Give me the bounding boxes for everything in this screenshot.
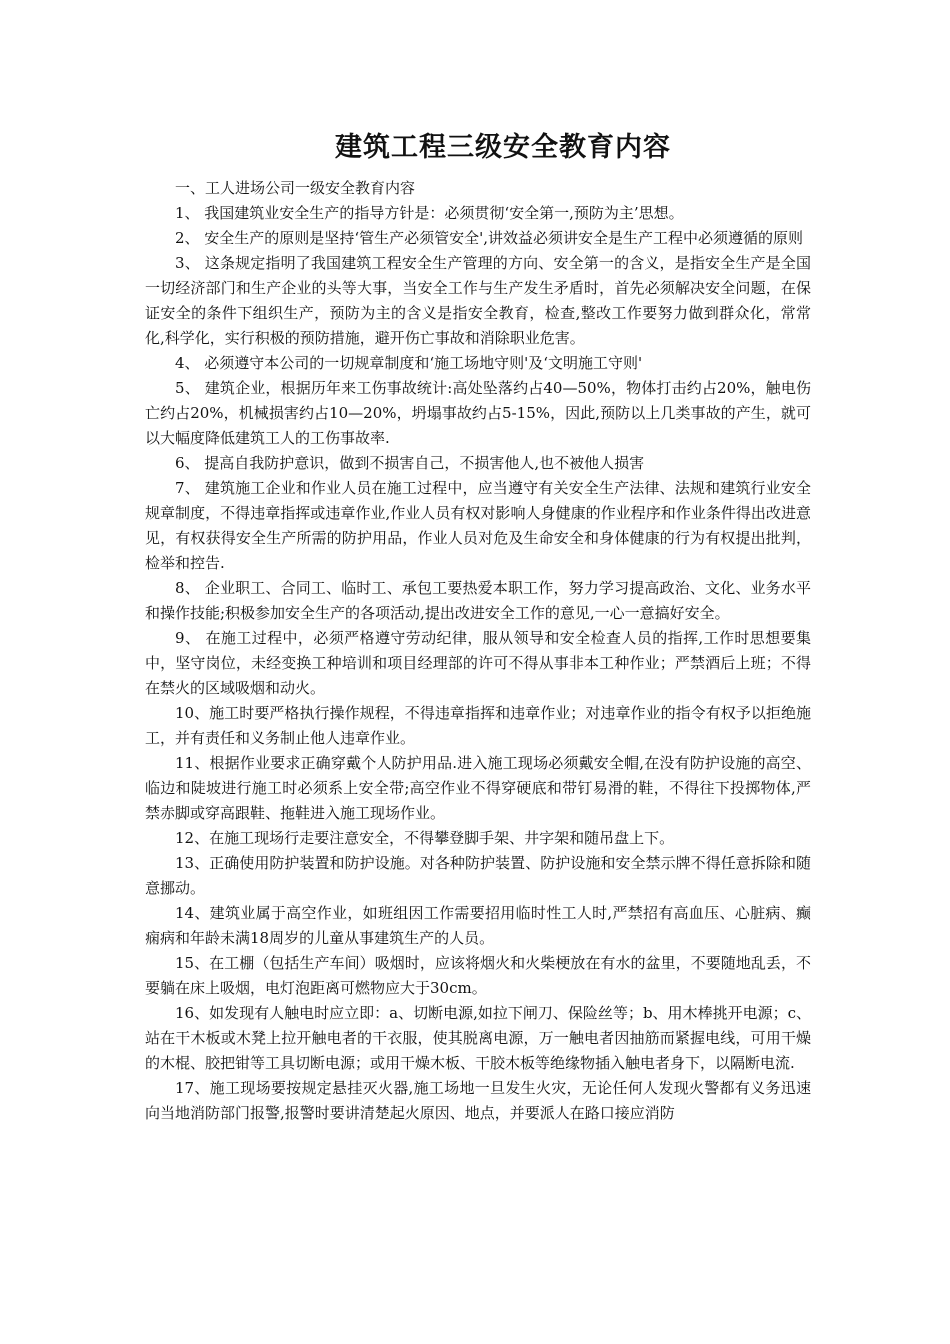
paragraph-17: 17、施工现场要按规定悬挂灭火器,施工场地一旦发生火灾，无论任何人发现火警都有义务迅速向当地消防部门报警,报警时要讲清楚起火原因、地点，并要派人在路口接应消防	[145, 1079, 811, 1122]
paragraph-1: 1、 我国建筑业安全生产的指导方针是：必须贯彻‘安全第一,预防为主’思想。	[175, 204, 684, 222]
paragraph-14: 14、建筑业属于高空作业，如班组因工作需要招用临时性工人时,严禁招有高血压、心脏病、癫痫病和年龄未满18周岁的儿童从事建筑生产的人员。	[145, 904, 811, 947]
paragraph-4: 4、 必须遵守本公司的一切规章制度和‘施工场地守则'及‘文明施工守则'	[175, 354, 643, 372]
paragraph-2: 2、 安全生产的原则是坚持‘管生产必须管安全',讲效益必须讲安全是生产工程中必须遵循的原则	[175, 229, 803, 247]
paragraph-11: 11、根据作业要求正确穿戴个人防护用品.进入施工现场必须戴安全帽,在没有防护设施的高空、临边和陡坡进行施工时必须系上安全带;高空作业不得穿硬底和带钉易滑的鞋，不得往下投掷物体,严禁赤脚或穿高跟鞋、拖鞋进入施工现场作业。	[145, 754, 811, 822]
paragraph-16: 16、如发现有人触电时应立即：a、切断电源,如拉下闸刀、保险丝等；b、用木棒挑开电源；c、站在干木板或木凳上拉开触电者的干衣服，使其脱离电源，万一触电者因抽筋而紧握电线，可用干燥的木棍、胶把钳等工具切断电源；或用干燥木板、干胶木板等绝缘物插入触电者身下，以隔断电流.	[145, 1004, 811, 1072]
paragraph-13: 13、正确使用防护装置和防护设施。对各种防护装置、防护设施和安全禁示牌不得任意拆除和随意挪动。	[145, 854, 811, 897]
paragraph-9: 9、 在施工过程中，必须严格遵守劳动纪律，服从领导和安全检查人员的指挥,工作时思想要集中，坚守岗位，未经变换工种培训和项目经理部的许可不得从事非本工种作业；严禁酒后上班；不得在禁火的区域吸烟和动火。	[145, 629, 811, 697]
paragraph-6: 6、 提高自我防护意识，做到不损害自己，不损害他人,也不被他人损害	[175, 454, 645, 472]
paragraph-7: 7、 建筑施工企业和作业人员在施工过程中，应当遵守有关安全生产法律、法规和建筑行业安全规章制度，不得违章指挥或违章作业,作业人员有权对影响人身健康的作业程序和作业条件得出改进意见，有权获得安全生产所需的防护用品，作业人员对危及生命安全和身体健康的行为有权提出批判，检举和控告.	[145, 479, 811, 572]
paragraph-15: 15、在工棚（包括生产车间）吸烟时，应该将烟火和火柴梗放在有水的盆里，不要随地乱丢，不要躺在床上吸烟，电灯泡距离可燃物应大于30cm。	[145, 954, 811, 997]
paragraph-12: 12、在施工现场行走要注意安全，不得攀登脚手架、井字架和随吊盘上下。	[175, 829, 675, 847]
paragraph-3: 3、 这条规定指明了我国建筑工程安全生产管理的方向、安全第一的含义，是指安全生产是全国一切经济部门和生产企业的头等大事，当安全工作与生产发生矛盾时，首先必须解决安全问题，在保证安全的条件下组织生产，预防为主的含义是指安全教育，检查,整改工作要努力做到群众化，常常化,科学化，实行积极的预防措施，避开伤亡事故和消除职业危害。	[145, 254, 811, 347]
document-page	[145, 128, 811, 1126]
document-title: 建筑工程三级安全教育内容	[335, 132, 671, 163]
section-heading: 一、工人进场公司一级安全教育内容	[175, 179, 416, 197]
paragraph-10: 10、施工时要严格执行操作规程，不得违章指挥和违章作业；对违章作业的指令有权予以拒绝施工，并有责任和义务制止他人违章作业。	[145, 704, 811, 747]
paragraph-5: 5、 建筑企业，根据历年来工伤事故统计:高处坠落约占40—50%，物体打击约占20%，触电伤亡约占20%，机械损害约占10—20%，坍塌事故约占5-15%，因此,预防以上几类事故的产生，就可以大幅度降低建筑工人的工伤事故率.	[145, 379, 811, 447]
paragraph-8: 8、 企业职工、合同工、临时工、承包工要热爱本职工作，努力学习提高政治、文化、业务水平和操作技能;积极参加安全生产的各项活动,提出改进安全工作的意见,一心一意搞好安全。	[145, 579, 811, 622]
